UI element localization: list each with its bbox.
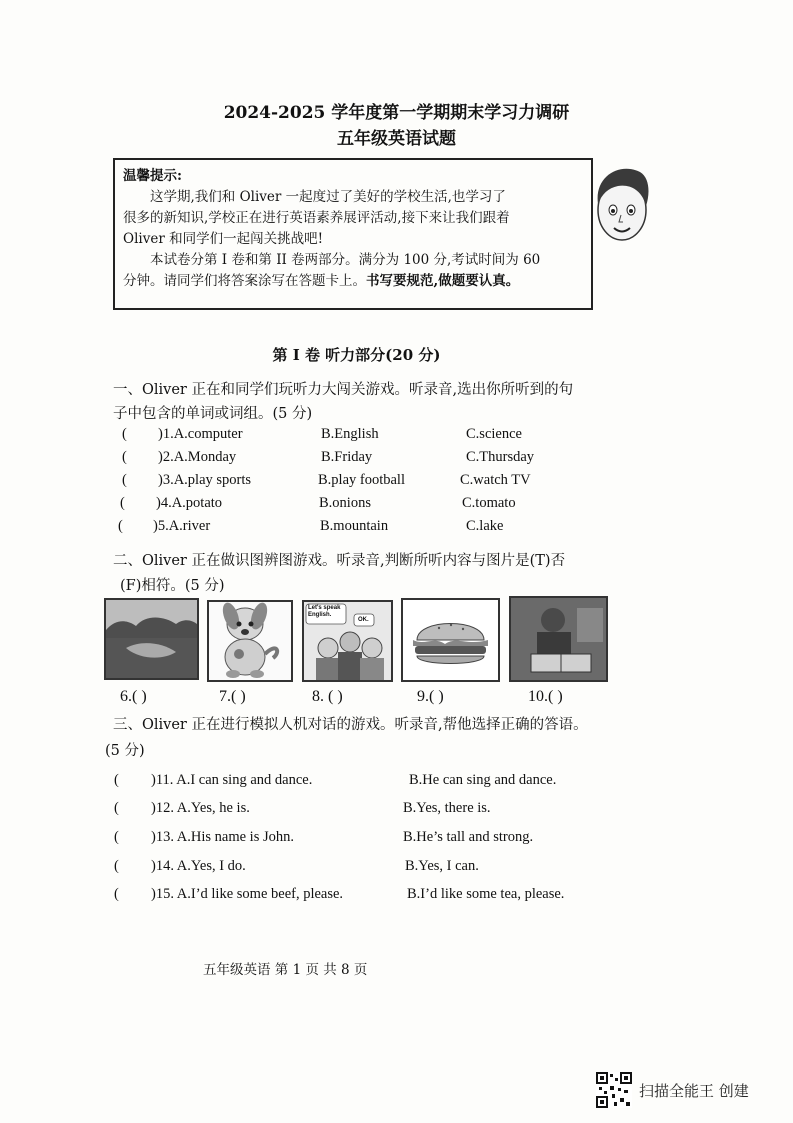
answer-paren: ( — [114, 800, 119, 816]
tips-heading: 温馨提示: — [123, 168, 182, 184]
question-option-c: C.tomato — [462, 495, 516, 511]
answer-paren: ( — [122, 449, 127, 465]
speech-bubble-text: Let's speak English. — [308, 605, 341, 618]
question-option-b: B.English — [321, 426, 379, 442]
question-option-c: C.lake — [466, 518, 504, 534]
question-option-a: )2.A.Monday — [158, 449, 237, 465]
answer-paren: ( — [114, 858, 119, 874]
dialogue-option-b: B.I’d like some tea, please. — [407, 886, 565, 902]
question-option-c: C.science — [466, 426, 522, 442]
answer-paren: ( — [122, 472, 127, 488]
question-option-c: C.Thursday — [466, 449, 535, 465]
dialogue-option-a: )14. A.Yes, I do. — [151, 858, 246, 874]
answer-paren: ( — [122, 426, 127, 442]
picture-6-answer: 6.( ) — [120, 688, 147, 705]
tips-para1-line1: 这学期,我们和 Oliver 一起度过了美好的学校生活,也学习了 — [150, 189, 506, 205]
tips-para1-line3: Oliver 和同学们一起闯关挑战吧! — [123, 231, 323, 247]
answer-paren: ( — [114, 886, 119, 902]
section3-instruction-line1: 三、Oliver 正在进行模拟人机对话的游戏。听录音,帮他选择正确的答语。 — [113, 717, 588, 733]
kids-speaking-picture — [302, 600, 393, 682]
picture-7-answer: 7.( ) — [219, 688, 246, 705]
dialogue-option-b: B.He can sing and dance. — [409, 772, 557, 788]
tips-para2-line2: 分钟。请同学们将答案涂写在答题卡上。 — [123, 273, 366, 289]
oliver-cartoon-icon — [590, 160, 652, 248]
section1-instruction-line2: 子中包含的单词或词组。(5 分) — [113, 406, 313, 422]
tips-para1-line2: 很多的新知识,学校正在进行英语素养展评活动,接下来让我们跟着 — [123, 210, 510, 226]
dialogue-option-a: )12. A.Yes, he is. — [151, 800, 250, 816]
question-option-b: B.Friday — [321, 449, 373, 465]
question-option-c: C.watch TV — [460, 472, 531, 488]
qr-code-icon — [596, 1072, 632, 1108]
exam-title: 2024-2025 学年度第一学期期末学习力调研 — [223, 103, 570, 123]
answer-paren: ( — [114, 772, 119, 788]
speech-bubble-reply: OK. — [358, 617, 369, 623]
tips-para2-line1: 本试卷分第 I 卷和第 II 卷两部分。满分为 100 分,考试时间为 60 — [150, 252, 541, 268]
page-footer: 五年级英语 第 1 页 共 8 页 — [203, 962, 368, 978]
question-option-b: B.mountain — [320, 518, 389, 534]
section2-instruction-line1: 二、Oliver 正在做识图辨图游戏。听录音,判断所听内容与图片是(T)否 — [113, 553, 566, 569]
question-option-a: )5.A.river — [153, 518, 211, 534]
tips-box — [113, 158, 593, 310]
question-option-b: B.onions — [319, 495, 371, 511]
answer-paren: ( — [120, 495, 125, 511]
question-option-a: )4.A.potato — [156, 495, 223, 511]
lake-landscape-picture — [104, 598, 199, 680]
exam-subtitle: 五年级英语试题 — [337, 129, 456, 149]
question-option-a: )1.A.computer — [158, 426, 243, 442]
part1-title: 第 I 卷 听力部分(20 分) — [272, 346, 441, 364]
section2-instruction-line2: (F)相符。(5 分) — [120, 578, 225, 594]
dialogue-option-b: B.Yes, there is. — [403, 800, 491, 816]
dialogue-option-b: B.Yes, I can. — [405, 858, 479, 874]
hamburger-picture — [401, 598, 500, 682]
dialogue-option-b: B.He’s tall and strong. — [403, 829, 534, 845]
picture-8-answer: 8. ( ) — [312, 688, 343, 705]
answer-paren: ( — [114, 829, 119, 845]
picture-10-answer: 10.( ) — [528, 688, 563, 705]
section1-instruction-line1: 一、Oliver 正在和同学们玩听力大闯关游戏。听录音,选出你所听到的句 — [113, 382, 574, 398]
dialogue-option-a: )11. A.I can sing and dance. — [151, 772, 313, 788]
section3-instruction-line2: (5 分) — [105, 743, 145, 759]
picture-9-answer: 9.( ) — [417, 688, 444, 705]
question-option-b: B.play football — [318, 472, 405, 488]
toy-dog-picture — [207, 600, 293, 682]
question-option-a: )3.A.play sports — [158, 472, 252, 488]
tips-para2-emphasis: 书写要规范,做题要认真。 — [366, 273, 520, 289]
answer-paren: ( — [118, 518, 123, 534]
dialogue-option-a: )15. A.I’d like some beef, please. — [151, 886, 344, 902]
boy-reading-picture — [509, 596, 608, 682]
scanner-watermark: 扫描全能王 创建 — [639, 1082, 749, 1100]
dialogue-option-a: )13. A.His name is John. — [151, 829, 294, 845]
